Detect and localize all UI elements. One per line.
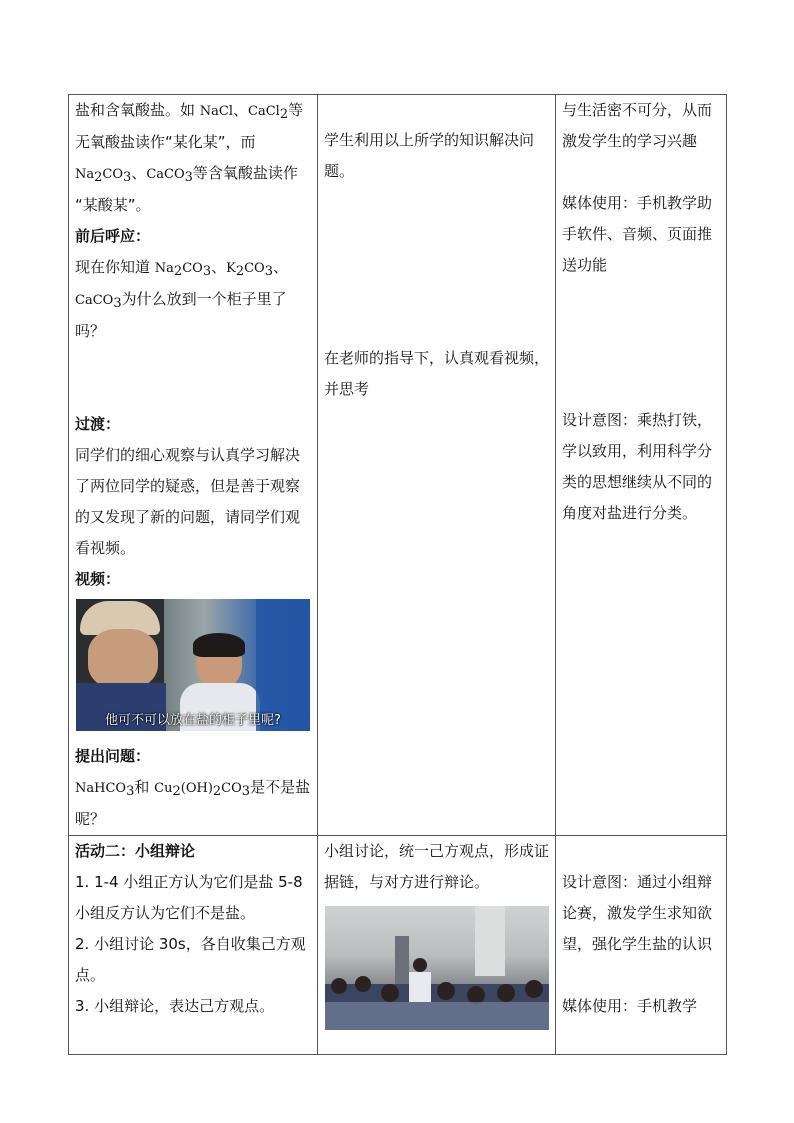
student-activity-text-2: 在老师的指导下，认真观看视频，并思考 [324, 349, 550, 398]
group-discussion-cell [318, 836, 556, 1055]
video-heading: 视频： [75, 570, 121, 588]
design-intent-text-1: 与生活密不可分，从而激发学生的学习兴趣 [562, 101, 713, 150]
activity-two-item-2: 2. 小组讨论 30s，各自收集己方观点。 [75, 935, 306, 984]
activity-two-item-1: 1. 1-4 小组正方认为它们是盐 5-8 小组反方认为它们不是盐。 [75, 873, 303, 922]
question-heading: 提出问题： [75, 747, 151, 765]
echo-heading: 前后呼应： [75, 227, 151, 245]
activity-two-cell [69, 836, 318, 1055]
salt-naming-text: 盐和含氧酸盐。如 NaCl、CaCl$_2$等无氧酸盐读作“某化某”，而$Na_2CO_3$、CaCO$_3$等含氧酸盐读作 “某酸某”。 [75, 101, 304, 214]
classroom-photo[interactable] [325, 906, 549, 1030]
table-row [69, 836, 727, 1055]
activity-two-heading: 活动二：小组辩论 [75, 842, 196, 860]
question-text: NaHCO$_3$和 $Cu_2(OH)_2CO_3$是不是盐 呢？ [75, 778, 311, 828]
echo-question-text: 现在你知道 $Na_2CO_3$、$K_2CO_3$、CaCO$_3$为什么放到一个柜子里了吗？ [75, 258, 289, 340]
media-usage-text-1: 媒体使用：手机教学助手软件、音频、页面推送功能 [562, 194, 713, 274]
activity-two-item-3: 3. 小组辩论，表达己方观点。 [75, 997, 275, 1015]
design-intent-text-3: 设计意图：通过小组辩论赛，激发学生求知欲望，强化学生盐的认识 [562, 873, 713, 953]
video-caption: 他可不可以放在盐的柜子里呢? [105, 713, 281, 728]
teacher-activity-cell [69, 95, 318, 836]
lesson-plan-table [68, 94, 727, 1055]
design-intent-cell-2 [556, 836, 727, 1055]
transition-text: 同学们的细心观察与认真学习解决了两位同学的疑惑，但是善于观察的又发现了新的问题，请同学们观看视频。 [75, 446, 301, 557]
student-activity-text-1: 学生利用以上所学的知识解决问题。 [324, 131, 535, 180]
media-usage-text-2: 媒体使用：手机教学 [562, 997, 698, 1015]
group-discussion-text: 小组讨论，统一己方观点，形成证据链，与对方进行辩论。 [324, 842, 550, 891]
video-still-image[interactable] [76, 599, 310, 731]
student-activity-cell [318, 95, 556, 836]
table-row [69, 95, 727, 836]
design-intent-cell [556, 95, 727, 836]
design-intent-text-2: 设计意图：乘热打铁，学以致用，利用科学分类的思想继续从不同的角度对盐进行分类。 [562, 411, 713, 522]
transition-heading: 过渡： [75, 415, 121, 433]
